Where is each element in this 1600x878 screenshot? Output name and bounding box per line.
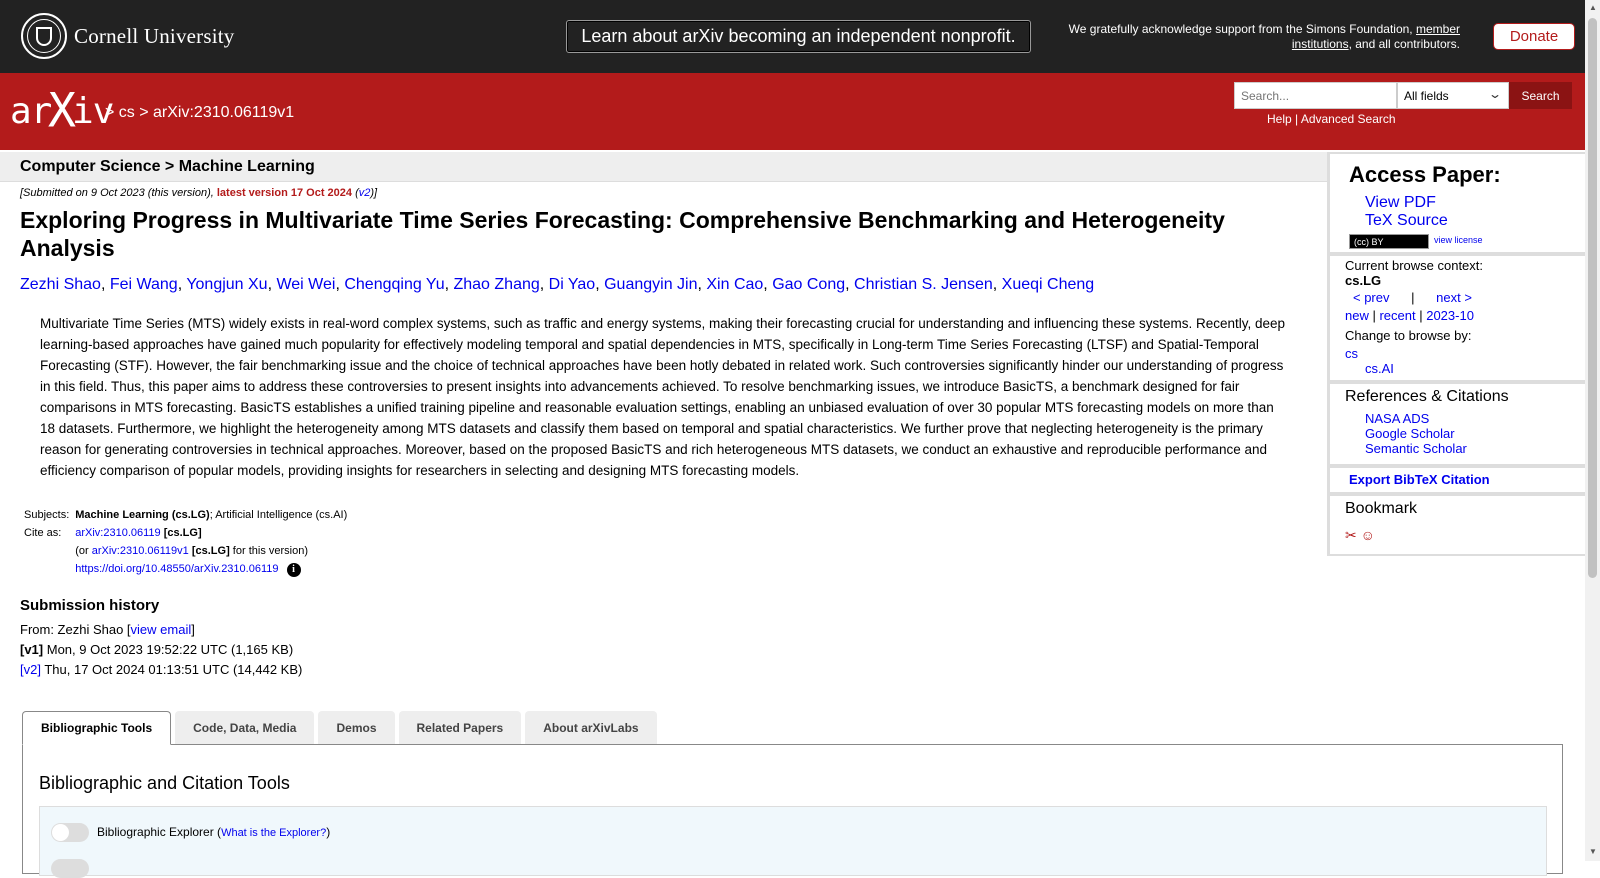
help-link[interactable]: Help <box>1267 112 1292 126</box>
access-paper-block <box>1330 154 1585 252</box>
browse-cs-link[interactable]: cs <box>1345 346 1358 361</box>
cornell-logo[interactable] <box>21 13 235 59</box>
search-button[interactable]: Search <box>1509 82 1572 109</box>
bookmark-title: Bookmark <box>1345 500 1418 517</box>
cite-version-link[interactable]: arXiv:2310.06119v1 <box>91 545 189 557</box>
cornell-name: Cornell University <box>74 23 235 48</box>
arxiv-header <box>0 73 1585 150</box>
second-toggle[interactable] <box>51 859 89 878</box>
cornell-seal-icon <box>21 13 67 59</box>
scroll-down-icon[interactable]: ▼ <box>1589 847 1597 856</box>
right-sidebar <box>1327 152 1585 556</box>
paper-title: Exploring Progress in Multivariate Time Series Forecasting: Comprehensive Benchmarking and Heterogeneity Analysis <box>20 207 1225 261</box>
references-block <box>1330 384 1585 464</box>
bibliographic-explorer-toggle[interactable] <box>51 823 89 842</box>
bibtex-block <box>1330 468 1585 492</box>
arxiv-logo[interactable]: arXiv <box>10 84 114 139</box>
info-icon[interactable]: i <box>287 563 301 577</box>
browse-context-value: cs.LG <box>1345 273 1382 288</box>
author-link[interactable]: Chengqing Yu <box>344 276 445 293</box>
breadcrumb[interactable]: > cs > arXiv:2310.06119v1 <box>105 104 295 121</box>
top-banner <box>0 0 1585 73</box>
toggle-label: Bibliographic Explorer (What is the Explorer?) <box>97 825 331 839</box>
submission-history: From: Zezhi Shao [view email] [v1] Mon, 9 Oct 2023 19:52:22 UTC (1,165 KB) [v2] Thu, 17 Oct 2024 01:13:51 UTC (14,442 KB) <box>20 622 303 677</box>
chevron-down-icon: ⌄ <box>1487 87 1503 101</box>
next-link[interactable]: next > <box>1436 290 1472 305</box>
latest-version-text: latest version 17 Oct 2024 <box>216 187 353 199</box>
search-input[interactable] <box>1234 82 1397 109</box>
support-text: We gratefully acknowledge support from the Simons Foundation, member institutions, and all contributors. <box>1068 22 1460 51</box>
author-link[interactable]: Xueqi Cheng <box>1001 276 1095 293</box>
submission-history-title: Submission history <box>20 597 160 614</box>
prev-link[interactable]: < prev <box>1353 290 1390 305</box>
tools-tabs <box>22 711 661 745</box>
new-link[interactable]: new <box>1345 308 1369 323</box>
export-bibtex-link[interactable]: Export BibTeX Citation <box>1349 472 1490 487</box>
author-link[interactable]: Di Yao <box>548 276 596 293</box>
reddit-icon[interactable]: ☺ <box>1360 527 1375 543</box>
author-link[interactable]: Gao Cong <box>772 276 846 293</box>
author-link[interactable]: Christian S. Jensen <box>854 276 993 293</box>
bookmark-block <box>1330 496 1585 554</box>
cc-by-license-icon[interactable]: (cc) BY <box>1349 234 1429 249</box>
search-field-select[interactable]: All fields ⌄ <box>1397 82 1509 109</box>
scroll-up-icon[interactable]: ▲ <box>1589 3 1597 12</box>
v1-label: [v1] <box>20 642 44 657</box>
cite-label: Cite as: <box>24 527 62 539</box>
view-email-link[interactable]: view email <box>130 622 192 637</box>
submission-dateline: [Submitted on 9 Oct 2023 (this version), latest version 17 Oct 2024 (v2)] <box>20 187 378 199</box>
v2-history-link[interactable]: [v2] <box>20 662 41 677</box>
semantic-scholar-link[interactable]: Semantic Scholar <box>1365 441 1467 456</box>
browse-context-block: Current browse context: cs.LG < prev | next > new | recent | 2023-10 Change to browse by: cs cs.AI <box>1330 256 1585 380</box>
view-license-link[interactable]: view license <box>1434 235 1483 245</box>
announcement-button[interactable]: Learn about arXiv becoming an independent nonprofit. <box>566 20 1031 53</box>
view-pdf-link[interactable]: View PDF <box>1365 194 1436 211</box>
v2-link[interactable]: v2 <box>358 187 371 199</box>
primary-subject: Machine Learning (cs.LG) <box>75 509 210 521</box>
page-scrollbar[interactable] <box>1585 0 1600 861</box>
references-title: References & Citations <box>1345 388 1509 405</box>
subject-bar <box>0 152 1327 182</box>
tab-panel <box>22 744 1563 874</box>
google-scholar-link[interactable]: Google Scholar <box>1365 426 1455 441</box>
author-link[interactable]: Fei Wang <box>109 276 178 293</box>
browse-cs-ai-link[interactable]: cs.AI <box>1365 361 1394 376</box>
author-link[interactable]: Xin Cao <box>706 276 764 293</box>
author-link[interactable]: Guangyin Jin <box>604 276 698 293</box>
tab-related-papers[interactable]: Related Papers <box>399 711 522 744</box>
author-link[interactable]: Wei Wei <box>276 276 336 293</box>
month-link[interactable]: 2023-10 <box>1426 308 1474 323</box>
scroll-thumb[interactable] <box>1588 18 1597 578</box>
access-paper-title: Access Paper: <box>1349 162 1501 187</box>
cite-link[interactable]: arXiv:2310.06119 <box>75 527 161 539</box>
advanced-search-link[interactable]: Advanced Search <box>1300 112 1396 126</box>
recent-link[interactable]: recent <box>1379 308 1416 323</box>
panel-title: Bibliographic and Citation Tools <box>39 773 290 793</box>
subject-heading: Computer Science > Machine Learning <box>20 158 315 175</box>
browse-context-label: Current browse context: <box>1345 258 1484 273</box>
tab-about-arxivlabs[interactable]: About arXivLabs <box>525 711 656 744</box>
nasa-ads-link[interactable]: NASA ADS <box>1365 411 1430 426</box>
tab-demos[interactable]: Demos <box>318 711 394 744</box>
explorer-box <box>39 806 1547 876</box>
donate-button[interactable]: Donate <box>1493 23 1575 50</box>
bibsonomy-icon[interactable]: ✂ <box>1345 527 1357 543</box>
member-institutions-link[interactable]: member institutions <box>1291 22 1460 51</box>
doi-link[interactable]: https://doi.org/10.48550/arXiv.2310.06119 <box>75 563 279 575</box>
tab-bibliographic-tools[interactable]: Bibliographic Tools <box>22 711 171 745</box>
author-link[interactable]: Yongjun Xu <box>186 276 268 293</box>
tex-source-link[interactable]: TeX Source <box>1365 212 1448 229</box>
subjects-label: Subjects: <box>24 509 70 521</box>
tab-code-data-media[interactable]: Code, Data, Media <box>175 711 314 744</box>
metadata-table: Subjects: Machine Learning (cs.LG); Artificial Intelligence (cs.AI) Cite as: arXiv:2310.06119 [cs.LG] (or arXiv:2310.06119v1 [cs.LG] for this version) https://doi.org/10.48550/arXiv.2310.06119 i <box>24 509 348 575</box>
help-links: Help | Advanced Search <box>1267 112 1396 126</box>
author-list: Zezhi Shao, Fei Wang, Yongjun Xu, Wei Wei, Chengqing Yu, Zhao Zhang, Di Yao, Guangyin Jin, Xin Cao, Gao Cong, Christian S. Jensen, Xueqi Cheng <box>20 276 1095 293</box>
change-browse-label: Change to browse by: <box>1345 328 1472 343</box>
abstract: Multivariate Time Series (MTS) widely exists in real-word complex systems, such as traffic and energy systems, making their forecasting crucial for understanding and influencing these systems. Recently, deep learning-based approaches have gained much popularity for effectively modeling temporal and spatial dependencies in MTS, specifically in Long-term Time Series Forecasting (LTSF) and Spatial-Temporal Forecasting (STF). However, the fair benchmarking issue and the choice of technical approaches have been hotly debated in related work. Such controversies significantly hinder our understanding of progress in this field. Thus, this paper aims to address these controversies to present insights into advancements achieved. To resolve benchmarking issues, we introduce BasicTS, a benchmark designed for fair comparisons in MTS forecasting. BasicTS establishes a unified training pipeline and reasonable evaluation settings, enabling an unbiased evaluation of over 30 popular MTS forecasting models on more than 18 datasets. Furthermore, we highlight the heterogeneity among MTS datasets and classify them based on temporal and spatial characteristics. We further prove that neglecting heterogeneity is the primary reason for generating controversies in technical approaches. Moreover, based on the proposed BasicTS and rich heterogeneous MTS datasets, we conduct an exhaustive and reproducible performance and efficiency comparison of popular models, providing insights for researchers in selecting and designing MTS forecasting models. <box>40 316 1286 478</box>
what-is-explorer-link[interactable]: What is the Explorer? <box>221 827 327 839</box>
author-link[interactable]: Zezhi Shao <box>20 276 101 293</box>
author-link[interactable]: Zhao Zhang <box>453 276 540 293</box>
